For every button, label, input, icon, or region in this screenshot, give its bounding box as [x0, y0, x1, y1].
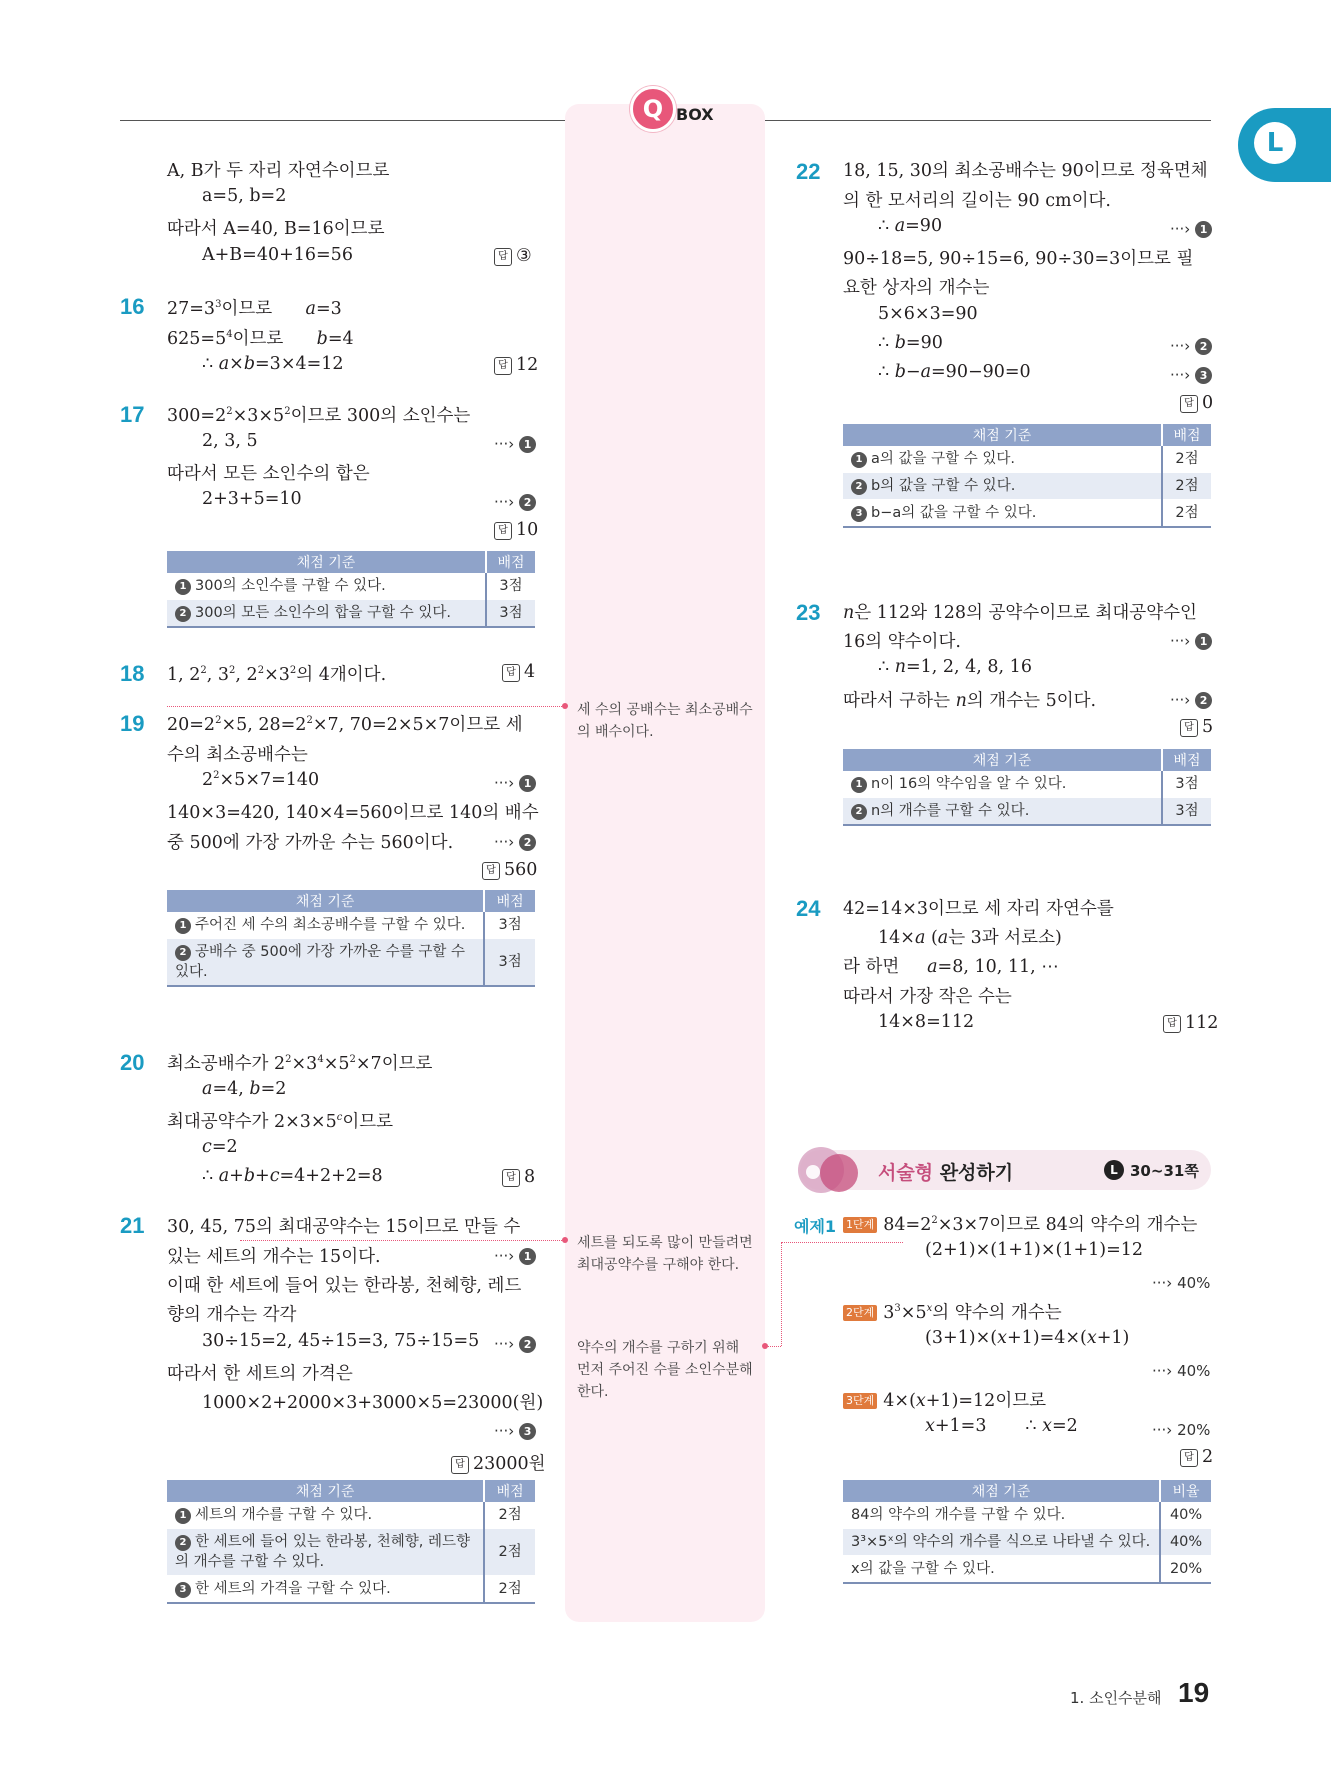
- problem-number-17: 17: [120, 402, 145, 427]
- answer-19: 답 560: [482, 860, 537, 880]
- solution-line: c=2: [202, 1137, 238, 1157]
- solution-line: A, B가 두 자리 자연수이므로: [167, 161, 390, 181]
- solution-line: 90÷18=5, 90÷15=6, 90÷30=3이므로 필: [843, 249, 1194, 269]
- step-marker: ···› 2: [494, 833, 536, 851]
- criteria-table-ex1: 채점 기준 비율 84의 약수의 개수를 구할 수 있다. 40% 3³×5ˣ의 약수의 개수를 식으로 나타낼 수 있다. 40% x의 값을 구할 수 있다. 20%: [843, 1480, 1211, 1584]
- solution-line: 2+3+5=10: [202, 489, 302, 509]
- note-connector: [167, 706, 564, 707]
- solution-line: 최대공약수가 $2\times 3\times 5^c$이므로: [167, 1112, 394, 1132]
- solution-line: 2단계 $3^3\times 5^x$의 약수의 개수는: [843, 1299, 1062, 1328]
- problem-number-19: 19: [120, 711, 145, 736]
- problem-number-24: 24: [796, 896, 821, 921]
- solution-line: 140×3=420, 140×4=560이므로 140의 배수: [167, 803, 539, 823]
- solution-line: (3+1)×(x+1)=4×(x+1): [925, 1328, 1130, 1348]
- step-marker: ···› 2: [1170, 691, 1212, 709]
- solution-line: $300=2^2\times 3\times 5^2$이므로 300의 소인수는: [167, 406, 471, 426]
- step-marker: ···› 3: [1170, 366, 1212, 384]
- problem-number-18: 18: [120, 661, 145, 686]
- step-marker: ···› 2: [494, 493, 536, 511]
- solution-line: a=5, b=2: [202, 186, 287, 206]
- note-connector: [781, 1242, 782, 1346]
- solution-line: 의 한 모서리의 길이는 90 cm이다.: [843, 191, 1111, 211]
- solution-line: ∴ a=90: [878, 216, 943, 236]
- criteria-table-19: 채점 기준 배점 1 주어진 세 수의 최소공배수를 구할 수 있다. 3점 2 공배수 중 500에 가장 가까운 수를 구할 수 있다. 3점: [167, 890, 535, 987]
- solution-line: ∴ a×b=3×4=12: [202, 354, 344, 374]
- section-banner-ornament: [820, 1154, 858, 1192]
- solution-line: 42=14×3이므로 세 자리 자연수를: [843, 899, 1114, 919]
- problem-number-22: 22: [796, 159, 821, 184]
- qbox-label: BOX: [676, 105, 714, 124]
- answer-21: 답 23000원: [451, 1450, 546, 1475]
- note-connector-dot: [562, 1237, 568, 1243]
- solution-line: n은 112와 128의 공약수이므로 최대공약수인: [843, 603, 1197, 623]
- solution-line: 30÷15=2, 45÷15=3, 75÷15=5: [202, 1331, 480, 1351]
- top-rule-right: [765, 120, 1211, 121]
- step-marker: ···› 1: [494, 435, 536, 453]
- solution-line: 최소공배수가 $2^2\times 3^4\times 5^2\times 7$이므로: [167, 1054, 433, 1074]
- note-connector: [766, 1346, 781, 1347]
- example-label: 예제1: [794, 1217, 837, 1236]
- solution-line: 1000×2+2000×3+3000×5=23000(원): [202, 1393, 544, 1413]
- section-banner-ornament: [806, 1165, 820, 1179]
- criteria-table-17: 채점 기준 배점 1 300의 소인수를 구할 수 있다. 3점 2 300의 모든 소인수의 합을 구할 수 있다. 3점: [167, 551, 535, 628]
- percent-marker: ···› 40%: [1152, 1362, 1211, 1380]
- solution-line: $20=2^2\times 5$, $28=2^2\times 7$, 70=2×5×7이므로 세: [167, 715, 523, 735]
- step-marker: ···› 1: [1170, 220, 1212, 238]
- criteria-table-22: 채점 기준 배점 1 a의 값을 구할 수 있다. 2점 2 b의 값을 구할 수 있다. 2점 3 b−a의 값을 구할 수 있다. 2점: [843, 424, 1211, 528]
- qbox-icon: Q: [630, 86, 676, 132]
- solution-line: 따라서 한 세트의 가격은: [167, 1364, 353, 1384]
- solution-line: 3단계 4×(x+1)=12이므로: [843, 1387, 1046, 1416]
- solution-line: 18, 15, 30의 최소공배수는 90이므로 정육면체: [843, 161, 1208, 181]
- step-marker: ···› 2: [1170, 337, 1212, 355]
- step-marker: ···› 3: [494, 1422, 536, 1440]
- note-connector: [781, 1242, 903, 1243]
- percent-marker: ···› 40%: [1152, 1274, 1211, 1292]
- solution-line: ∴ a+b+c=4+2+2=8: [202, 1166, 383, 1186]
- answer-ex1: 답 2: [1180, 1447, 1213, 1467]
- solution-line: 라 하면 a=8, 10, 11, ⋯: [843, 957, 1059, 977]
- solution-line: A+B=40+16=56: [202, 245, 353, 265]
- chapter-tab-letter: L: [1254, 122, 1296, 164]
- problem-number-23: 23: [796, 600, 821, 625]
- qbox-note-21: 세트를 되도록 많이 만들려면 최대공약수를 구해야 한다.: [577, 1235, 753, 1273]
- answer-18: 답 4: [502, 662, 535, 682]
- solution-line: 수의 최소공배수는: [167, 745, 308, 765]
- solution-line: ∴ b=90: [878, 333, 943, 353]
- criteria-table-23: 채점 기준 배점 1 n이 16의 약수임을 알 수 있다. 3점 2 n의 개수를 구할 수 있다. 3점: [843, 749, 1211, 826]
- percent-marker: ···› 20%: [1152, 1421, 1211, 1439]
- answer-22: 답 0: [1180, 393, 1213, 413]
- step-marker: ···› 1: [1170, 632, 1212, 650]
- answer-24: 답 112: [1163, 1013, 1218, 1033]
- problem-number-21: 21: [120, 1213, 145, 1238]
- answer-17: 답 10: [494, 520, 538, 540]
- solution-line: $2^2\times 5\times 7=140$: [202, 770, 320, 790]
- solution-line: 16의 약수이다.: [843, 632, 961, 652]
- section-ref-icon: L: [1104, 1160, 1124, 1180]
- solution-line: 1, $2^2$, $3^2$, $2^2\times 3^2$의 4개이다.: [167, 665, 387, 685]
- answer-23: 답 5: [1180, 717, 1213, 737]
- solution-line: a=4, b=2: [202, 1079, 287, 1099]
- solution-line: 요한 상자의 개수는: [843, 278, 990, 298]
- qbox-note-19: 세 수의 공배수는 최소공배수의 배수이다.: [577, 702, 753, 740]
- solution-line: 따라서 가장 작은 수는: [843, 987, 1012, 1007]
- problem-number-20: 20: [120, 1050, 145, 1075]
- step-marker: ···› 1: [494, 774, 536, 792]
- solution-line: $625=5^4$이므로 b=4: [167, 329, 354, 349]
- footer-chapter: 1. 소인수분해: [1070, 1689, 1162, 1707]
- solution-line: 따라서 구하는 n의 개수는 5이다.: [843, 691, 1097, 711]
- section-ref-pages: 30~31쪽: [1130, 1162, 1199, 1180]
- solution-line: 따라서 A=40, B=16이므로: [167, 219, 385, 239]
- solution-line: (2+1)×(1+1)×(1+1)=12: [925, 1240, 1144, 1260]
- solution-line: ∴ n=1, 2, 4, 8, 16: [878, 657, 1032, 677]
- solution-line: x+1=3 ∴ x=2: [925, 1416, 1078, 1436]
- criteria-table-21: 채점 기준 배점 1 세트의 개수를 구할 수 있다. 2점 2 한 세트에 들어 있는 한라봉, 천혜향, 레드향의 개수를 구할 수 있다. 2점 3 한 세트의 가격을 구할 수 있다. 2점: [167, 1480, 535, 1604]
- solution-line: 향의 개수는 각각: [167, 1305, 297, 1325]
- solution-line: 14×8=112: [878, 1012, 975, 1032]
- page-number: 19: [1178, 1677, 1210, 1708]
- step-marker: ···› 1: [494, 1247, 536, 1265]
- step-marker: ···› 2: [494, 1335, 536, 1353]
- top-rule-left: [120, 120, 565, 121]
- qbox-note-ex1: 약수의 개수를 구하기 위해 먼저 주어진 수를 소인수분해한다.: [577, 1340, 753, 1400]
- solution-line: 있는 세트의 개수는 15이다.: [167, 1247, 381, 1267]
- section-title: 서술형 완성하기: [878, 1162, 1014, 1184]
- solution-line: $27=3^3$이므로 a=3: [167, 299, 342, 319]
- solution-line: 2, 3, 5: [202, 431, 258, 451]
- solution-line: 중 500에 가장 가까운 수는 560이다.: [167, 833, 454, 853]
- problem-number-16: 16: [120, 294, 145, 319]
- answer-20: 답 8: [502, 1167, 535, 1187]
- answer-16: 답 12: [494, 355, 538, 375]
- solution-line: 30, 45, 75의 최대공약수는 15이므로 만들 수: [167, 1217, 521, 1237]
- solution-line: 따라서 모든 소인수의 합은: [167, 464, 370, 484]
- solution-line: ∴ b−a=90−90=0: [878, 362, 1031, 382]
- solution-line: 5×6×3=90: [878, 304, 978, 324]
- note-connector-dot: [562, 703, 568, 709]
- solution-line: 14×a (a는 3과 서로소): [878, 928, 1062, 948]
- solution-line: 1단계 $84=2^2\times 3\times 7$이므로 84의 약수의 개수는: [843, 1211, 1197, 1240]
- answer-15: 답 ③: [494, 246, 532, 266]
- solution-line: 이때 한 세트에 들어 있는 한라봉, 천혜향, 레드: [167, 1276, 522, 1296]
